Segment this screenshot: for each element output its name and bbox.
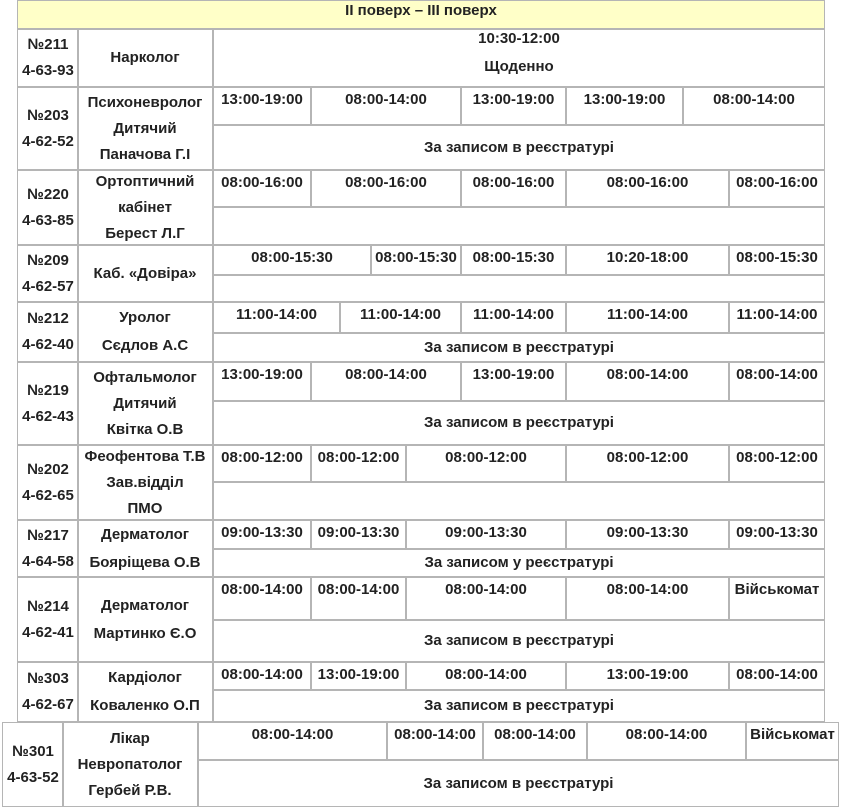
row-room-214-doctor-cell [78, 577, 213, 662]
row-room-203-time: 08:00-14:00 [345, 91, 427, 108]
row-room-303-time: 13:00-19:00 [606, 666, 689, 683]
row-room-214-time: 08:00-14:00 [606, 581, 689, 598]
row-room-301-room-cell [2, 722, 63, 807]
row-room-203-time: 13:00-19:00 [583, 91, 666, 108]
row-room-212-time: 11:00-14:00 [360, 306, 441, 323]
row-room-303-time: 08:00-14:00 [221, 666, 303, 683]
row-room-220-doctor-line: Ортоптичний [95, 172, 195, 190]
row-room-301-note: За записом в реєстратурі [423, 774, 614, 792]
row-room-219-time: 13:00-19:00 [221, 366, 303, 383]
row-room-202-time: 08:00-12:00 [736, 449, 818, 466]
row-room-220-time: 08:00-16:00 [221, 174, 303, 191]
row-room-214-time: 08:00-14:00 [317, 581, 400, 598]
row-room-212-doctor-line: Сєдлов А.С [101, 337, 189, 354]
row-room-219-doctor-line: Дитячий [113, 394, 177, 412]
row-room-219-doctor-line: Квітка О.В [106, 420, 184, 438]
row-room-219-room-cell [17, 362, 78, 445]
row-room-203-note: За записом в реєстратурі [424, 138, 614, 156]
row-room-303-time: 13:00-19:00 [317, 666, 400, 683]
row-room-219-room: №219 [27, 381, 69, 399]
row-room-203-time: 08:00-14:00 [713, 91, 795, 108]
row-room-219-note: За записом в реєстратурі [424, 414, 614, 431]
row-room-202-room-cell [17, 445, 78, 520]
row-room-212-time: 11:00-14:00 [236, 306, 317, 323]
row-room-202-doctor-line: Зав.відділ [106, 473, 184, 491]
row-room-202-doctor-line: Феофентова Т.В [84, 447, 206, 465]
row-room-209-time: 08:00-15:30 [736, 249, 818, 266]
row-room-212-time: 11:00-14:00 [736, 306, 818, 323]
row-room-203-phone: 4-62-52 [22, 132, 74, 150]
row-room-217-doctor-line: Дерматолог [100, 525, 190, 543]
row-room-203-room-cell [17, 87, 78, 170]
row-room-303-doctor-line: Коваленко О.П [90, 697, 200, 714]
row-room-203-time: 13:00-19:00 [472, 91, 555, 108]
row-room-211-phone: 4-63-93 [22, 62, 74, 79]
row-room-202-time: 08:00-12:00 [317, 449, 400, 466]
row-room-220-doctor-line: Берест Л.Г [105, 224, 185, 242]
row-room-217-time: 09:00-13:30 [606, 524, 689, 541]
row-room-220-note-cell [213, 207, 825, 245]
row-room-220-time: 08:00-16:00 [736, 174, 818, 191]
row-room-220-phone: 4-63-85 [22, 211, 74, 229]
row-room-202-time: 08:00-12:00 [445, 449, 527, 466]
row-room-217-time: 09:00-13:30 [445, 524, 527, 541]
row-room-212-phone: 4-62-40 [22, 336, 74, 353]
row-room-209-time: 08:00-15:30 [251, 249, 333, 266]
row-room-217-note: За записом у реєстратурі [424, 554, 614, 571]
row-room-211-time: 10:30-12:00 [478, 30, 560, 47]
row-room-212-note: За записом в реєстратурі [424, 338, 614, 356]
row-room-214-doctor-line: Дерматолог [100, 596, 190, 614]
floor-header-title: II поверх – III поверх [345, 2, 497, 19]
row-room-209-time: 08:00-15:30 [375, 249, 457, 266]
row-room-217-time: 09:00-13:30 [221, 524, 303, 541]
row-room-202-time: 08:00-12:00 [221, 449, 303, 466]
row-room-214-note: За записом в реєстратурі [424, 632, 614, 649]
row-room-203-time: 13:00-19:00 [221, 91, 303, 108]
row-room-220-room-cell [17, 170, 78, 245]
row-room-301-time: 08:00-14:00 [394, 726, 476, 743]
row-room-203-doctor-line: Паначова Г.І [99, 145, 191, 163]
row-room-202-room: №202 [27, 460, 69, 478]
row-room-203-room: №203 [27, 106, 69, 124]
row-room-220-room: №220 [27, 185, 69, 203]
row-room-301-doctor-line: Гербей Р.В. [88, 781, 172, 799]
row-room-209-time: 10:20-18:00 [606, 249, 689, 266]
row-room-220-doctor-line: кабінет [118, 198, 172, 216]
row-room-203-doctor-line: Психоневролог [87, 93, 203, 111]
row-room-214-time: Військомат [734, 581, 820, 598]
row-room-202-phone: 4-62-65 [22, 486, 74, 504]
row-room-202-note-cell [213, 482, 825, 520]
row-room-301-doctor-line: Невропатолог [77, 755, 183, 773]
row-room-219-phone: 4-62-43 [22, 407, 74, 425]
row-room-219-doctor-line: Офтальмолог [93, 368, 197, 386]
row-room-217-room: №217 [27, 526, 69, 544]
row-room-217-time: 09:00-13:30 [736, 524, 818, 541]
row-room-209-doctor-line: Каб. «Довіра» [93, 264, 197, 282]
row-room-220-time: 08:00-16:00 [606, 174, 689, 191]
row-room-220-time: 08:00-16:00 [345, 174, 427, 191]
row-room-303-phone: 4-62-67 [22, 696, 74, 713]
row-room-301-time: 08:00-14:00 [625, 726, 708, 743]
row-room-209-room: №209 [27, 251, 69, 269]
row-room-214-time: 08:00-14:00 [221, 581, 303, 598]
row-room-217-time: 09:00-13:30 [317, 524, 400, 541]
row-room-301-time: Військомат [750, 726, 835, 743]
row-room-212-room: №212 [27, 310, 69, 327]
row-room-219-time: 08:00-14:00 [345, 366, 427, 383]
row-room-209-note-cell [213, 275, 825, 302]
row-room-212-time: 11:00-14:00 [607, 306, 688, 323]
row-room-303-time: 08:00-14:00 [445, 666, 527, 683]
row-room-202-doctor-line: ПМО [127, 499, 163, 517]
row-room-303-time: 08:00-14:00 [736, 666, 818, 683]
row-room-303-doctor-line: Кардіолог [108, 669, 182, 686]
row-room-209-phone: 4-62-57 [22, 277, 74, 295]
row-room-214-time: 08:00-14:00 [445, 581, 527, 598]
row-room-220-time: 08:00-16:00 [472, 174, 555, 191]
row-room-303-room: №303 [27, 670, 69, 687]
row-room-212-doctor-line: Уролог [119, 309, 171, 326]
row-room-303-note: За записом в реєстратурі [424, 697, 614, 714]
row-room-301-time: 08:00-14:00 [251, 726, 334, 743]
row-room-203-doctor-line: Дитячий [113, 119, 177, 137]
row-room-301-time: 08:00-14:00 [494, 726, 576, 743]
row-room-211-note: Щоденно [484, 58, 554, 75]
row-room-301-phone: 4-63-52 [7, 768, 59, 786]
row-room-209-time: 08:00-15:30 [472, 249, 555, 266]
row-room-212-time: 11:00-14:00 [473, 306, 554, 323]
row-room-219-time: 08:00-14:00 [606, 366, 689, 383]
row-room-214-room: №214 [27, 597, 69, 615]
row-room-217-phone: 4-64-58 [22, 552, 74, 570]
row-room-219-time: 08:00-14:00 [736, 366, 818, 383]
row-room-301-doctor-line: Лікар [110, 729, 150, 747]
row-room-214-phone: 4-62-41 [22, 623, 74, 641]
row-room-202-time: 08:00-12:00 [606, 449, 689, 466]
row-room-214-room-cell [17, 577, 78, 662]
row-room-214-doctor-line: Мартинко Є.О [93, 624, 197, 642]
row-room-219-time: 13:00-19:00 [472, 366, 555, 383]
row-room-301-room: №301 [12, 742, 54, 760]
row-room-211-room: №211 [27, 36, 69, 53]
row-room-211-doctor-line: Нарколог [110, 49, 180, 66]
row-room-217-doctor-line: Бояріщева О.В [89, 553, 201, 571]
